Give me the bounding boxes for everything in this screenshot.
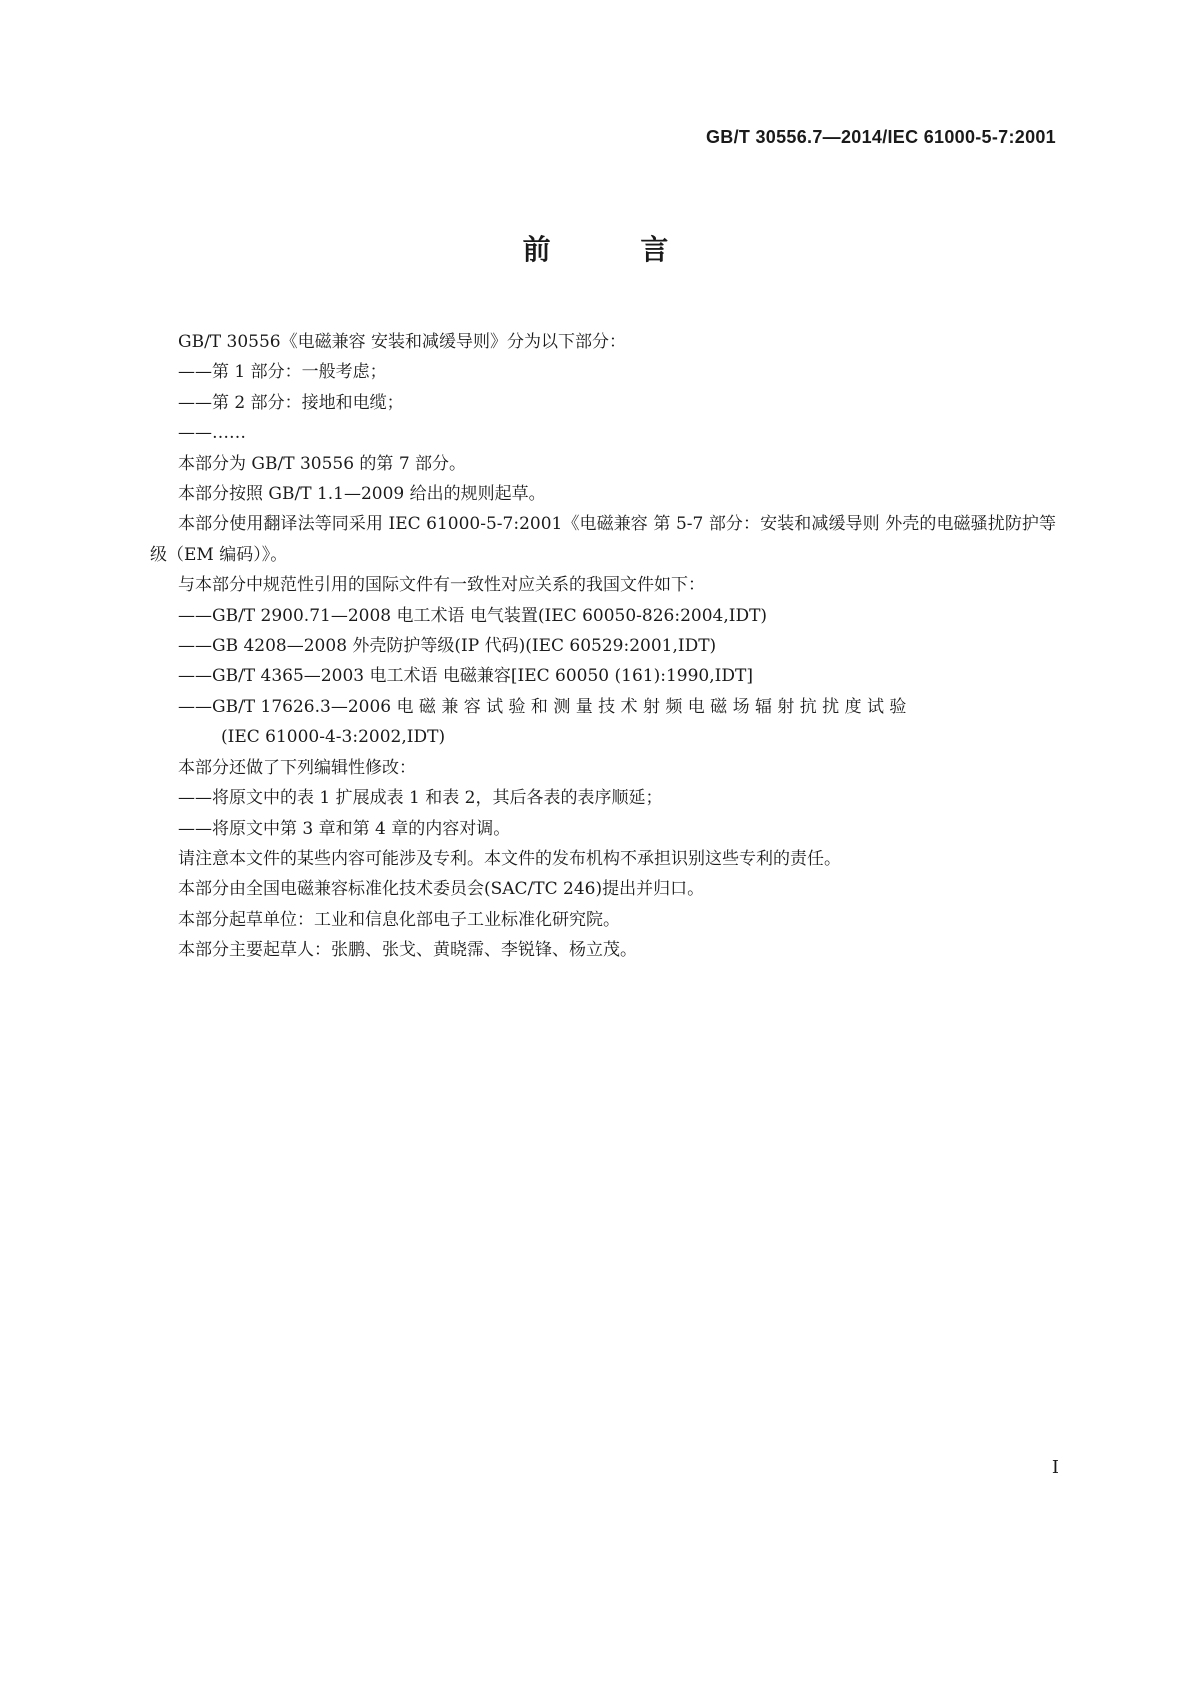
paragraph-part-number: 本部分为 GB/T 30556 的第 7 部分。 [178, 453, 467, 474]
paragraph-references-intro: 与本部分中规范性引用的国际文件有一致性对应关系的我国文件如下： [178, 575, 705, 596]
list-item-edit-2: ——将原文中第 3 章和第 4 章的内容对调。 [178, 818, 511, 839]
paragraph-drafters: 本部分主要起草人：张鹏、张戈、黄晓霈、李锐锋、杨立茂。 [178, 940, 637, 961]
list-item-reference-2: ——GB 4208—2008 外壳防护等级(IP 代码)(IEC 60529:2001,IDT) [178, 636, 717, 657]
paragraph-patent-notice: 请注意本文件的某些内容可能涉及专利。本文件的发布机构不承担识别这些专利的责任。 [178, 848, 841, 869]
list-item-edit-1: ——将原文中的表 1 扩展成表 1 和表 2，其后各表的表序顺延； [178, 788, 663, 809]
list-item-part2: ——第 2 部分：接地和电缆； [178, 392, 404, 413]
list-item-part1: ——第 1 部分：一般考虑； [178, 362, 387, 383]
list-item-reference-4-continuation: (IEC 61000-4-3:2002,IDT) [221, 727, 446, 748]
list-item-reference-1: ——GB/T 2900.71—2008 电工术语 电气装置(IEC 60050-826:2004,IDT) [178, 605, 768, 626]
paragraph-drafting-unit: 本部分起草单位：工业和信息化部电子工业标准化研究院。 [178, 909, 620, 930]
page-title: 前 言 [522, 233, 709, 266]
paragraph-adoption: 本部分使用翻译法等同采用 IEC 61000-5-7:2001《电磁兼容 第 5-7 部分：安装和减缓导则 外壳的电磁骚扰防护等级（EM 编码）》。 [150, 514, 1056, 565]
standard-number-header: GB/T 30556.7—2014/IEC 61000-5-7:2001 [705, 127, 1056, 147]
paragraph-series-intro: GB/T 30556《电磁兼容 安装和减缓导则》分为以下部分： [178, 332, 627, 352]
page-number: I [1051, 1457, 1059, 1478]
foreword-body [150, 327, 1056, 966]
list-item-reference-4: ——GB/T 17626.3—2006 电 磁 兼 容 试 验 和 测 量 技 术 射 频 电 磁 场 辐 射 抗 扰 度 试 验 [178, 696, 907, 717]
list-item-ellipsis: ——…… [178, 423, 246, 444]
paragraph-edits-intro: 本部分还做了下列编辑性修改： [178, 757, 416, 778]
paragraph-proposer: 本部分由全国电磁兼容标准化技术委员会(SAC/TC 246)提出并归口。 [178, 879, 705, 900]
list-item-reference-3: ——GB/T 4365—2003 电工术语 电磁兼容[IEC 60050 (161):1990,IDT] [178, 666, 753, 687]
paragraph-drafting-rules: 本部分按照 GB/T 1.1—2009 给出的规则起草。 [178, 484, 546, 505]
